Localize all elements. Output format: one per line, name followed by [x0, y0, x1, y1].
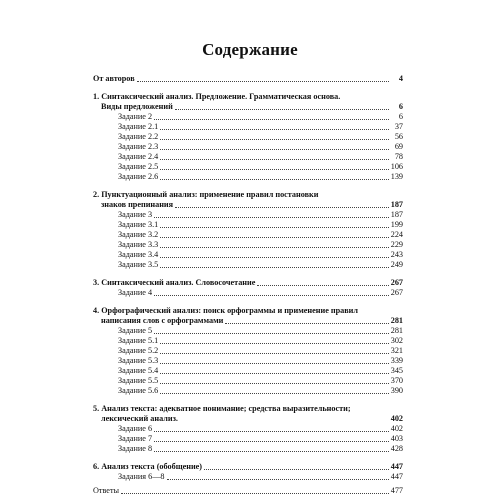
toc-entry[interactable]	[93, 260, 403, 270]
toc-entry[interactable]	[93, 200, 403, 210]
spacer	[93, 454, 403, 462]
toc-page-number: 249	[390, 260, 403, 269]
toc-entry-label: Задание 2.3	[118, 142, 159, 151]
dot-leader	[225, 323, 388, 324]
dot-leader	[160, 139, 389, 140]
toc-entry[interactable]	[93, 434, 403, 444]
toc-entry[interactable]	[93, 250, 403, 260]
spacer	[93, 396, 403, 404]
dot-leader	[160, 267, 389, 268]
toc-entry[interactable]	[93, 74, 403, 84]
toc-entry[interactable]	[93, 444, 403, 454]
toc-entry-label: Задание 3.3	[118, 240, 159, 249]
toc-page-number: 403	[390, 434, 403, 443]
toc-section-heading: 5. Анализ текста: адекватное понимание; средства выразительности;	[93, 404, 351, 413]
dot-leader	[160, 343, 389, 344]
toc-entry[interactable]	[93, 366, 403, 376]
toc-section-heading: 4. Орфографический анализ: поиск орфограммы и применение правил	[93, 306, 358, 315]
dot-leader	[160, 247, 389, 248]
dot-leader	[175, 109, 389, 110]
dot-leader	[154, 431, 389, 432]
toc-page-number: 402	[390, 414, 403, 423]
toc-entry-label: От авторов	[93, 74, 135, 83]
toc-entry-label: Задание 3.1	[118, 220, 159, 229]
toc-page-number: 321	[390, 346, 403, 355]
dot-leader	[160, 393, 389, 394]
dot-leader	[154, 441, 389, 442]
toc-entry-label: 6. Анализ текста (обобщение)	[93, 462, 203, 471]
dot-leader	[175, 207, 389, 208]
dot-leader	[137, 81, 389, 82]
toc-entry-label: Задание 2.1	[118, 122, 159, 131]
toc-entry-label: Задание 3	[118, 210, 153, 219]
dot-leader	[160, 227, 389, 228]
toc-entry[interactable]	[93, 316, 403, 326]
toc-entry-label: Задание 3.2	[118, 230, 159, 239]
toc-entry[interactable]	[93, 356, 403, 366]
dot-leader	[154, 119, 389, 120]
toc-page-number: 187	[390, 210, 403, 219]
page-title: Содержание	[202, 40, 298, 59]
toc-entry-label: Задание 2.2	[118, 132, 159, 141]
toc-entry-label: Задание 6	[118, 424, 153, 433]
toc-entry[interactable]	[93, 376, 403, 386]
toc-entry[interactable]	[93, 162, 403, 172]
toc-page-number: 267	[390, 288, 403, 297]
toc-page-number: 4	[398, 74, 403, 83]
toc-section-heading: 1. Синтаксический анализ. Предложение. Грамматическая основа.	[93, 92, 341, 101]
toc-page-number: 6	[398, 112, 403, 121]
toc-entry[interactable]	[93, 230, 403, 240]
toc-entry[interactable]	[93, 132, 403, 142]
dot-leader	[204, 469, 389, 470]
toc-page-number: 281	[390, 326, 403, 335]
toc-entry-label: Ответы	[93, 486, 120, 495]
toc-page-number: 243	[390, 250, 403, 259]
toc-page-number: 187	[390, 200, 403, 209]
dot-leader	[160, 237, 389, 238]
dot-leader	[160, 373, 389, 374]
dot-leader	[160, 129, 389, 130]
toc-entry[interactable]	[93, 424, 403, 434]
toc-page-number: 56	[394, 132, 403, 141]
toc-page-number: 447	[390, 472, 403, 481]
toc-entry-label: Задание 2.5	[118, 162, 159, 171]
toc-page-number: 477	[390, 486, 403, 495]
toc-entry-label: Виды предложений	[101, 102, 173, 111]
toc-page-number: 106	[390, 162, 403, 171]
toc-page-number: 339	[390, 356, 403, 365]
toc-page-number: 69	[394, 142, 403, 151]
toc-entry[interactable]	[93, 220, 403, 230]
spacer	[93, 298, 403, 306]
toc-entry[interactable]	[93, 210, 403, 220]
dot-leader	[160, 169, 389, 170]
toc-page-number: 345	[390, 366, 403, 375]
toc-entry-label: Задание 7	[118, 434, 153, 443]
toc-entry[interactable]	[93, 472, 403, 482]
toc-entry-label: Задание 4	[118, 288, 153, 297]
toc-entry[interactable]	[93, 486, 403, 496]
toc-entry-label: Задание 5.1	[118, 336, 159, 345]
toc-entry-label: Задание 3.4	[118, 250, 159, 259]
dot-leader	[160, 149, 389, 150]
toc-entry[interactable]	[93, 122, 403, 132]
toc-page-number: 229	[390, 240, 403, 249]
dot-leader	[154, 333, 389, 334]
toc-entry[interactable]	[93, 346, 403, 356]
dot-leader	[167, 479, 389, 480]
toc-entry[interactable]	[93, 112, 403, 122]
dot-leader	[121, 493, 389, 494]
toc-page-number: 281	[390, 316, 403, 325]
toc-entry[interactable]	[93, 152, 403, 162]
toc-section-heading: 2. Пунктуационный анализ: применение правил постановки	[93, 190, 319, 199]
dot-leader	[160, 383, 389, 384]
toc-entry[interactable]	[93, 102, 403, 112]
toc-entry-label: Задание 5.2	[118, 346, 159, 355]
toc-entry-label: Задание 5.3	[118, 356, 159, 365]
toc-page-number: 370	[390, 376, 403, 385]
spacer	[93, 182, 403, 190]
toc-page-number: 390	[390, 386, 403, 395]
toc-entry-label: Задание 5	[118, 326, 153, 335]
toc-entry-label: Задание 2.6	[118, 172, 159, 181]
toc-entry-label: написания слов с орфограммами	[101, 316, 224, 325]
toc-entry-label: Задание 5.4	[118, 366, 159, 375]
toc-entry-label: Задание 2.4	[118, 152, 159, 161]
dot-leader	[154, 451, 389, 452]
toc-entry-label: 3. Синтаксический анализ. Словосочетание	[93, 278, 256, 287]
dot-leader	[160, 257, 389, 258]
toc-page-number: 78	[394, 152, 403, 161]
toc-entry[interactable]	[93, 240, 403, 250]
toc-entry[interactable]	[93, 326, 403, 336]
toc-entry[interactable]	[93, 462, 403, 472]
toc-page-number: 224	[390, 230, 403, 239]
toc-entry[interactable]	[93, 142, 403, 152]
toc-entry-label: Задание 5.6	[118, 386, 159, 395]
toc-entry[interactable]	[93, 288, 403, 298]
spacer	[93, 84, 403, 92]
toc-page-number: 447	[390, 462, 403, 471]
dot-leader	[160, 179, 389, 180]
toc-entry[interactable]	[93, 172, 403, 182]
toc-entry-label: Задание 2	[118, 112, 153, 121]
toc-entry-label: лексический анализ.	[101, 414, 178, 423]
toc-entry[interactable]	[93, 386, 403, 396]
toc-entry-label: знаков препинания	[101, 200, 174, 209]
toc-page-number: 428	[390, 444, 403, 453]
toc-page-number: 6	[398, 102, 403, 111]
dot-leader	[154, 217, 389, 218]
toc-entry-label: Задание 3.5	[118, 260, 159, 269]
dot-leader	[160, 363, 389, 364]
toc-entry-label: Задание 8	[118, 444, 153, 453]
toc-entry-label: Задание 5.5	[118, 376, 159, 385]
toc-page-number: 139	[390, 172, 403, 181]
toc-entry[interactable]	[93, 414, 403, 424]
dot-leader	[154, 295, 389, 296]
dot-leader	[160, 353, 389, 354]
dot-leader	[257, 285, 388, 286]
toc-entry-label: Задания 6—8	[118, 472, 165, 481]
toc-entry[interactable]	[93, 278, 403, 288]
toc-entry[interactable]	[93, 336, 403, 346]
toc-page-number: 402	[390, 424, 403, 433]
toc-page-number: 302	[390, 336, 403, 345]
dot-leader	[160, 159, 389, 160]
table-of-contents	[93, 74, 403, 496]
toc-page-number: 37	[394, 122, 403, 131]
toc-page-number: 199	[390, 220, 403, 229]
spacer	[93, 270, 403, 278]
toc-page-number: 267	[390, 278, 403, 287]
